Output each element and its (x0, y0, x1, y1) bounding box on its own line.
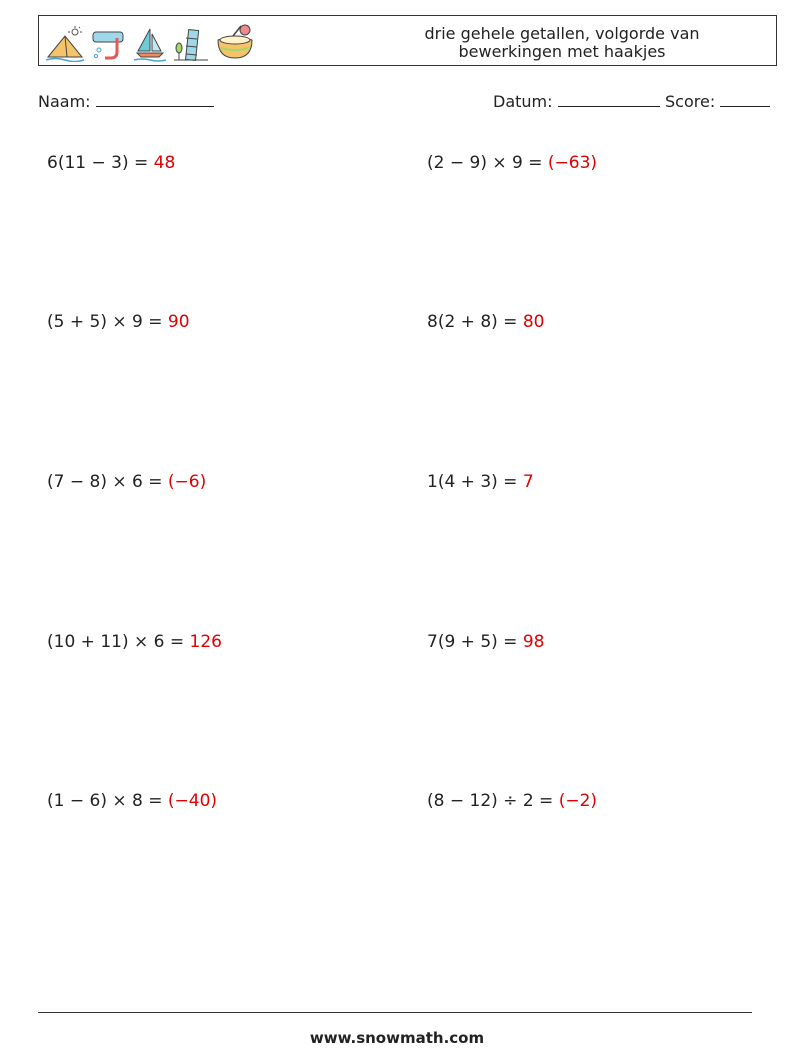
problem-question: (1 − 6) × 8 = (47, 791, 168, 811)
problem-question: (7 − 8) × 6 = (47, 472, 168, 492)
snorkel-mask-icon (91, 26, 127, 62)
problem-question: 7(9 + 5) = (427, 632, 523, 652)
problem-answer: 90 (167, 312, 190, 332)
date-blank[interactable] (558, 92, 660, 107)
worksheet-header (38, 15, 777, 66)
title-line-2: bewerkingen met haakjes (458, 42, 666, 61)
problem-answer: 7 (522, 472, 534, 492)
problem-question: 8(2 + 8) = (427, 312, 523, 332)
pyramid-icon (45, 26, 85, 62)
problem-question: (8 − 12) ÷ 2 = (427, 791, 559, 811)
problem-3 (47, 312, 190, 332)
name-label: Naam: (38, 92, 91, 111)
problem-2 (427, 153, 597, 173)
sailboat-icon (133, 26, 167, 62)
problem-question: (10 + 11) × 6 = (47, 632, 190, 652)
problem-1 (47, 153, 175, 173)
problem-answer: (−6) (167, 472, 207, 492)
footer-divider (38, 1012, 752, 1013)
problem-answer: 98 (522, 632, 545, 652)
problem-answer: 126 (189, 632, 222, 652)
footer-url[interactable]: www.snowmath.com (309, 1029, 485, 1047)
problem-question: 1(4 + 3) = (427, 472, 523, 492)
score-field (665, 92, 770, 111)
leaning-tower-icon (173, 26, 209, 62)
worksheet-title (402, 25, 722, 61)
problem-question: (5 + 5) × 9 = (47, 312, 168, 332)
name-blank[interactable] (96, 92, 214, 107)
problem-answer: 80 (522, 312, 545, 332)
problem-4 (427, 312, 544, 332)
problem-7 (47, 632, 222, 652)
problem-answer: (−63) (547, 153, 598, 173)
score-label: Score: (665, 92, 716, 111)
problem-answer: (−40) (167, 791, 218, 811)
problem-8 (427, 632, 544, 652)
problem-question: 6(11 − 3) = (47, 153, 154, 173)
problem-10 (427, 791, 597, 811)
problem-5 (47, 472, 206, 492)
header-icons (45, 20, 255, 62)
problem-9 (47, 791, 217, 811)
problem-answer: 48 (153, 153, 176, 173)
problem-answer: (−2) (558, 791, 598, 811)
name-field (38, 92, 214, 111)
title-line-1: drie gehele getallen, volgorde van (424, 24, 700, 43)
coconut-drink-icon (215, 22, 255, 62)
date-field (493, 92, 660, 111)
problem-question: (2 − 9) × 9 = (427, 153, 548, 173)
problem-6 (427, 472, 534, 492)
date-label: Datum: (493, 92, 553, 111)
score-blank[interactable] (720, 92, 770, 107)
